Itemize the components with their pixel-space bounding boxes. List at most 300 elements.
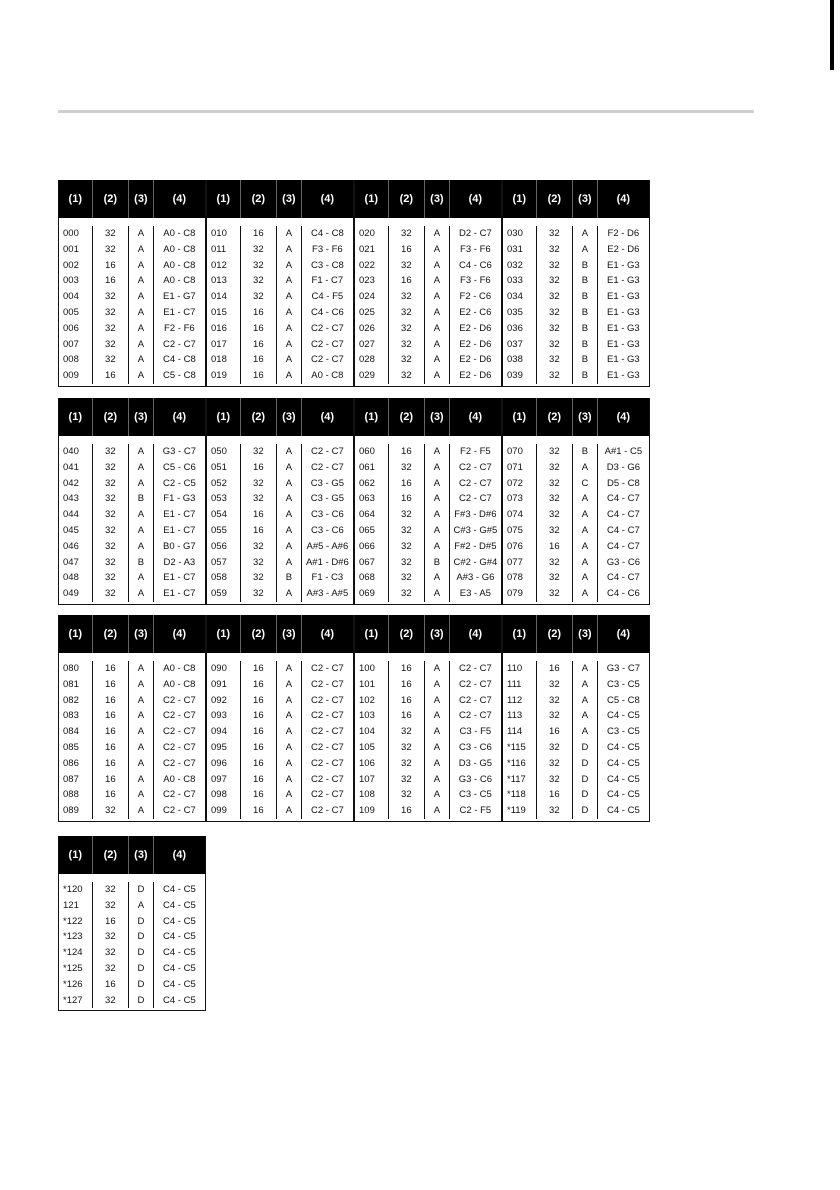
table-cell: A#3 - A#5 [306, 588, 349, 600]
table-cell: 021 [355, 242, 389, 258]
table-cell: 042 [59, 476, 93, 492]
table-cell: E3 - A5 [459, 588, 491, 600]
table-cell: 010 [207, 226, 241, 242]
table-cell: F1 - G3 [163, 493, 196, 505]
table-cell: A [277, 242, 302, 258]
column-header: (2) [241, 398, 278, 436]
column-header: (2) [537, 615, 574, 653]
table-cell: 040 [59, 444, 93, 460]
table-cell: 16 [93, 724, 129, 740]
table-cell: A [277, 476, 302, 492]
table-cell: 32 [93, 352, 129, 368]
column-header: (3) [277, 180, 302, 218]
table-row [503, 523, 649, 539]
spec-table-2 [206, 180, 354, 387]
table-cell: 058 [207, 570, 241, 586]
table-cell: A [129, 740, 154, 756]
table-cell: 32 [389, 586, 425, 602]
table-cell: A0 - C8 [311, 370, 344, 382]
table-cell: A [425, 570, 450, 586]
table-cell: C4 - C5 [163, 884, 196, 895]
table-cell: F2 - D6 [607, 228, 640, 239]
table-row [59, 444, 205, 460]
table-row [503, 337, 649, 353]
column-header: (1) [503, 615, 537, 653]
table-cell: C3 - F5 [459, 726, 492, 738]
table-cell: A [129, 661, 154, 677]
table-cell: 094 [207, 724, 241, 740]
column-header: (1) [503, 398, 537, 436]
table-header [59, 615, 205, 653]
table-cell: 061 [355, 460, 389, 476]
table-row [59, 460, 205, 476]
table-cell: 16 [241, 368, 277, 384]
table-cell: 101 [355, 677, 389, 693]
column-header: (3) [425, 398, 450, 436]
table-cell: D [573, 756, 598, 772]
table-cell: D [129, 929, 154, 945]
table-cell: 049 [59, 586, 93, 602]
table-cell: 108 [355, 787, 389, 803]
table-cell: 004 [59, 289, 93, 305]
table-cell: A [425, 507, 450, 523]
table-row [207, 444, 353, 460]
table-row [503, 724, 649, 740]
table-cell: C4 - C7 [607, 493, 640, 505]
table-cell: C5 - C6 [163, 461, 196, 473]
table-cell: 32 [93, 242, 129, 258]
table-cell: C4 - C8 [163, 354, 196, 366]
table-cell: 32 [537, 586, 573, 602]
table-cell: 008 [59, 352, 93, 368]
column-header: (4) [172, 849, 187, 861]
table-cell: 052 [207, 476, 241, 492]
table-row [355, 476, 501, 492]
table-row [207, 226, 353, 242]
table-cell: 027 [355, 337, 389, 353]
table-cell: C2 - C7 [311, 726, 344, 738]
table-row [355, 661, 501, 677]
table-cell: F3 - F6 [312, 243, 343, 255]
table-cell: 075 [503, 523, 537, 539]
table-cell: 32 [93, 803, 129, 819]
table-cell: 026 [355, 321, 389, 337]
table-row [355, 708, 501, 724]
table-cell: 16 [389, 803, 425, 819]
table-cell: A [129, 586, 154, 602]
table-cell: 091 [207, 677, 241, 693]
table-row [59, 539, 205, 555]
table-cell: 16 [241, 460, 277, 476]
table-row [59, 226, 205, 242]
spec-table-1 [58, 180, 206, 387]
table-cell: E2 - D6 [459, 370, 492, 382]
table-row [207, 507, 353, 523]
table-cell: C4 - C5 [607, 805, 640, 817]
table-row [59, 756, 205, 772]
spec-table-4 [502, 180, 650, 387]
table-row [59, 661, 205, 677]
table-cell: *118 [503, 787, 537, 803]
column-header: (4) [172, 193, 187, 205]
table-cell: 078 [503, 570, 537, 586]
table-cell: 000 [59, 226, 93, 242]
table-cell: 32 [241, 586, 277, 602]
table-cell: 16 [93, 368, 129, 384]
table-cell: F2 - C6 [459, 291, 492, 303]
table-row [355, 337, 501, 353]
table-cell: E1 - C7 [163, 572, 196, 584]
column-header: (4) [468, 193, 483, 205]
table-cell: E2 - C6 [459, 306, 492, 318]
table-row [207, 586, 353, 602]
table-cell: 32 [537, 289, 573, 305]
table-cell: E1 - G3 [606, 275, 640, 287]
table-cell: B [573, 258, 598, 274]
table-cell: D [129, 882, 154, 898]
table-cell: 098 [207, 787, 241, 803]
column-header: (1) [355, 615, 389, 653]
table-cell: 114 [503, 724, 537, 740]
table-row [503, 476, 649, 492]
table-cell: A [277, 586, 302, 602]
table-cell: C4 - C6 [311, 306, 344, 318]
table-row [207, 460, 353, 476]
table-cell: A [425, 337, 450, 353]
table-cell: B [573, 444, 598, 460]
table-cell: E1 - G3 [606, 259, 640, 271]
table-cell: A [277, 787, 302, 803]
table-cell: 32 [389, 539, 425, 555]
table-cell: 060 [355, 444, 389, 460]
table-cell: 054 [207, 507, 241, 523]
table-cell: *127 [59, 993, 93, 1009]
table-row [207, 368, 353, 384]
column-header: (2) [241, 180, 278, 218]
table-cell: E1 - G3 [606, 322, 640, 334]
table-row [355, 289, 501, 305]
table-row [503, 507, 649, 523]
table-cell: A [129, 321, 154, 337]
table-cell: 110 [503, 661, 537, 677]
table-cell: 036 [503, 321, 537, 337]
table-cell: C2 - C7 [311, 338, 344, 350]
table-cell: E1 - C7 [163, 509, 196, 521]
table-cell: 102 [355, 693, 389, 709]
table-cell: A [129, 803, 154, 819]
table-cell: 16 [93, 787, 129, 803]
table-cell: C2 - C7 [311, 757, 344, 769]
table-row [503, 460, 649, 476]
table-cell: E2 - D6 [459, 338, 492, 350]
table-cell: C2 - C5 [163, 477, 196, 489]
table-cell: 16 [93, 756, 129, 772]
column-header: (2) [93, 836, 130, 874]
table-cell: C4 - C6 [607, 588, 640, 600]
table-cell: 32 [389, 523, 425, 539]
table-cell: 072 [503, 476, 537, 492]
table-cell: A0 - C8 [163, 678, 196, 690]
table-cell: 104 [355, 724, 389, 740]
table-cell: C2 - C7 [459, 694, 492, 706]
table-row [207, 491, 353, 507]
table-row [355, 539, 501, 555]
table-cell: A [129, 724, 154, 740]
column-header: (4) [320, 411, 335, 423]
column-header: (3) [129, 615, 154, 653]
table-cell: 096 [207, 756, 241, 772]
column-header: (4) [616, 193, 631, 205]
table-cell: C3 - C5 [607, 726, 640, 738]
table-cell: A [277, 724, 302, 740]
table-cell: 066 [355, 539, 389, 555]
table-cell: D [129, 945, 154, 961]
table-row [355, 523, 501, 539]
table-cell: 16 [389, 491, 425, 507]
table-cell: B0 - G7 [162, 540, 196, 552]
table-cell: 025 [355, 305, 389, 321]
table-cell: A [425, 586, 450, 602]
table-cell: 16 [93, 258, 129, 274]
table-row [59, 945, 205, 961]
column-header: (2) [93, 180, 130, 218]
table-cell: 32 [93, 337, 129, 353]
table-cell: 084 [59, 724, 93, 740]
table-cell: A [425, 693, 450, 709]
table-cell: C2 - C7 [163, 710, 196, 722]
table-cell: A [277, 337, 302, 353]
table-cell: A [129, 352, 154, 368]
table-cell: A [277, 305, 302, 321]
table-cell: C4 - C5 [163, 947, 196, 959]
table-cell: 32 [389, 321, 425, 337]
table-cell: 024 [355, 289, 389, 305]
table-cell: 041 [59, 460, 93, 476]
table-cell: 32 [241, 476, 277, 492]
table-row [207, 693, 353, 709]
table-cell: A [425, 242, 450, 258]
table-cell: C4 - C5 [163, 915, 196, 927]
table-row [503, 661, 649, 677]
table-cell: 16 [537, 661, 573, 677]
table-cell: 038 [503, 352, 537, 368]
column-header: (1) [355, 398, 389, 436]
table-cell: *116 [503, 756, 537, 772]
table-cell: A [425, 756, 450, 772]
table-cell: 32 [537, 693, 573, 709]
table-cell: 16 [389, 693, 425, 709]
table-row [59, 586, 205, 602]
spec-table-7 [354, 398, 502, 605]
table-cell: *115 [503, 740, 537, 756]
table-row [355, 444, 501, 460]
table-cell: 32 [537, 555, 573, 571]
spec-table-9 [58, 615, 206, 822]
table-cell: 007 [59, 337, 93, 353]
table-cell: A [425, 708, 450, 724]
column-header: (4) [468, 411, 483, 423]
table-cell: 32 [93, 929, 129, 945]
table-row [59, 273, 205, 289]
table-cell: A [277, 803, 302, 819]
table-cell: A0 - C8 [163, 773, 196, 785]
column-header: (2) [241, 615, 278, 653]
table-cell: D [573, 772, 598, 788]
table-cell: 062 [355, 476, 389, 492]
table-cell: 32 [389, 337, 425, 353]
table-cell: A [277, 693, 302, 709]
table-row [59, 677, 205, 693]
column-header: (1) [207, 615, 241, 653]
table-cell: A [129, 523, 154, 539]
table-row [503, 258, 649, 274]
table-cell: D5 - C8 [607, 477, 640, 489]
table-cell: 32 [389, 368, 425, 384]
table-cell: A [129, 273, 154, 289]
table-cell: 070 [503, 444, 537, 460]
table-cell: B [573, 368, 598, 384]
table-cell: 048 [59, 570, 93, 586]
table-cell: 32 [389, 507, 425, 523]
table-cell: F#3 - D#6 [454, 509, 497, 521]
table-row [355, 507, 501, 523]
column-header: (2) [93, 615, 130, 653]
table-cell: *117 [503, 772, 537, 788]
table-cell: 32 [537, 242, 573, 258]
table-cell: A [425, 661, 450, 677]
table-cell: 16 [241, 724, 277, 740]
table-cell: A [277, 258, 302, 274]
table-cell: 16 [241, 708, 277, 724]
table-row [59, 898, 205, 914]
table-cell: 32 [93, 226, 129, 242]
corner-crop-mark [830, 0, 834, 70]
table-cell: 112 [503, 693, 537, 709]
table-cell: B [129, 491, 154, 507]
table-cell: A [425, 460, 450, 476]
table-cell: A [573, 507, 598, 523]
table-cell: 044 [59, 507, 93, 523]
table-cell: 32 [389, 570, 425, 586]
table-cell: F1 - C3 [311, 572, 344, 584]
table-cell: 32 [93, 491, 129, 507]
table-cell: C4 - C7 [607, 540, 640, 552]
table-cell: 16 [93, 661, 129, 677]
table-row [355, 693, 501, 709]
column-header: (1) [207, 398, 241, 436]
table-cell: C2 - C7 [459, 678, 492, 690]
table-cell: 028 [355, 352, 389, 368]
table-cell: F2 - F5 [460, 446, 491, 457]
table-cell: A [129, 787, 154, 803]
table-cell: C4 - C5 [163, 931, 196, 943]
table-cell: 32 [389, 740, 425, 756]
table-cell: 32 [93, 289, 129, 305]
table-cell: C [573, 476, 598, 492]
table-cell: 012 [207, 258, 241, 274]
table-cell: C5 - C8 [163, 370, 196, 382]
table-row [59, 476, 205, 492]
table-cell: A [573, 677, 598, 693]
table-row [207, 321, 353, 337]
table-cell: 32 [537, 226, 573, 242]
table-cell: 32 [241, 258, 277, 274]
column-header: (4) [468, 628, 483, 640]
table-cell: 16 [389, 476, 425, 492]
column-header: (4) [172, 411, 187, 423]
table-row [207, 708, 353, 724]
table-cell: A [425, 491, 450, 507]
table-row [59, 368, 205, 384]
table-cell: 32 [241, 273, 277, 289]
table-cell: A [573, 693, 598, 709]
table-cell: 074 [503, 507, 537, 523]
table-row [207, 523, 353, 539]
table-cell: 045 [59, 523, 93, 539]
table-row [207, 352, 353, 368]
table-row [207, 803, 353, 819]
table-row [207, 772, 353, 788]
table-cell: A#1 - C5 [604, 446, 643, 457]
table-row [207, 756, 353, 772]
table-row [355, 787, 501, 803]
table-row [207, 724, 353, 740]
table-cell: 32 [93, 586, 129, 602]
table-header [355, 398, 501, 436]
table-cell: A [129, 570, 154, 586]
table-cell: C4 - C5 [607, 757, 640, 769]
table-cell: 121 [59, 898, 93, 914]
table-cell: 32 [389, 352, 425, 368]
table-cell: D [129, 914, 154, 930]
table-cell: A [129, 258, 154, 274]
table-cell: A [425, 321, 450, 337]
table-cell: B [573, 305, 598, 321]
table-cell: A [129, 460, 154, 476]
table-cell: C5 - C8 [607, 694, 640, 706]
spec-table-12 [502, 615, 650, 822]
table-row [59, 993, 205, 1009]
table-cell: 32 [537, 756, 573, 772]
table-cell: C2 - C7 [459, 461, 492, 473]
table-cell: 32 [537, 460, 573, 476]
table-cell: 100 [355, 661, 389, 677]
table-cell: G3 - C7 [162, 446, 196, 457]
table-cell: 037 [503, 337, 537, 353]
table-cell: A0 - C8 [163, 228, 196, 239]
table-row [207, 289, 353, 305]
table-cell: 077 [503, 555, 537, 571]
table-cell: 081 [59, 677, 93, 693]
table-row [207, 570, 353, 586]
table-cell: 16 [389, 661, 425, 677]
table-cell: 085 [59, 740, 93, 756]
column-header: (4) [172, 628, 187, 640]
table-cell: C2 - F5 [459, 805, 492, 817]
table-row [355, 740, 501, 756]
table-cell: 16 [241, 740, 277, 756]
table-cell: 056 [207, 539, 241, 555]
table-cell: 050 [207, 444, 241, 460]
table-cell: F3 - F6 [460, 243, 491, 255]
table-cell: 019 [207, 368, 241, 384]
table-cell: D [573, 740, 598, 756]
table-row [503, 693, 649, 709]
table-cell: A [129, 772, 154, 788]
table-cell: C2 - C7 [459, 493, 492, 505]
table-row [503, 226, 649, 242]
table-cell: 090 [207, 661, 241, 677]
